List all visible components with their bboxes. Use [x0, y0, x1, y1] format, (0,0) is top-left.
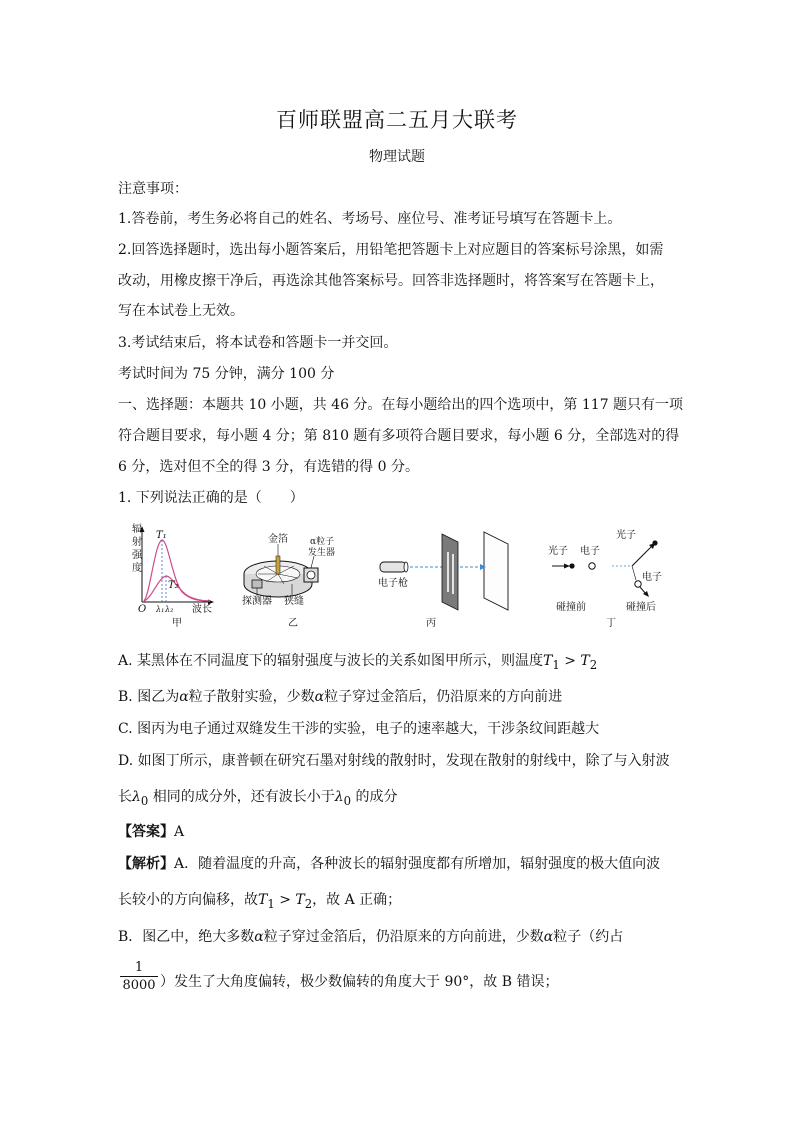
jia-lambda1: λ₁ [156, 605, 165, 614]
option-d-line-2 [118, 786, 398, 808]
fraction-one-8000 [118, 960, 160, 995]
exam-time: 考试时间为 75 分钟，满分 100 分 [118, 366, 335, 382]
option-c: C. 图丙为电子通过双缝发生干涉的实验，电子的速率越大，干涉条纹间距越大 [118, 721, 600, 737]
ding-photon-after: 光子 [616, 530, 636, 541]
jia-ylabel-1: 辐 [132, 524, 142, 535]
figure-yi [242, 532, 335, 629]
option-b-mid: 粒子散射实验，少数 [188, 689, 315, 705]
option-d-lambda-sub: 0 [140, 793, 149, 808]
analysis-b-line-1-post: 粒子（约占 [553, 929, 624, 945]
note-item-1: 1.答卷前，考生务必将自己的姓名、考场号、座位号、准考证号填写在答题卡上。 [118, 211, 622, 227]
answer-label: 【答案】 [118, 824, 174, 840]
note-item-3: 3.考试结束后，将本试卷和答题卡一并交回。 [118, 335, 398, 351]
note-item-2-line-1: 2.回答选择题时，选出每小题答案后，用铅笔把答题卡上对应题目的答案标号涂黑，如需 [118, 242, 664, 258]
option-a-t1-sub: 1 [552, 657, 560, 672]
analysis-line-3 [118, 926, 623, 946]
jia-ylabel-4: 度 [132, 563, 142, 574]
yi-slit-label: 狭缝 [284, 596, 304, 607]
option-d-lambda-2: λ [334, 789, 344, 805]
bing-caption: 丙 [426, 618, 436, 629]
jia-t1: T₁ [156, 530, 167, 541]
analysis-a-line-2-pre: 长较小的方向偏移，故 [118, 892, 258, 908]
ding-caption: 丁 [606, 618, 616, 629]
option-a-gt: > [559, 653, 581, 669]
note-item-2-line-3: 写在本试卷上无效。 [118, 303, 244, 319]
jia-ylabel-3: 强 [132, 550, 142, 561]
jia-ylabel-2: 射 [132, 537, 142, 548]
option-d-post: 的成分 [351, 789, 398, 805]
analysis-a-t1-sub: 1 [267, 896, 275, 911]
option-d-line-1: D. 如图丁所示，康普顿在研究石墨对射线的散射时，发现在散射的射线中，除了与入射波 [118, 753, 670, 769]
yi-alpha-label-2: 发生器 [308, 548, 336, 558]
answer [118, 821, 184, 841]
jia-xlabel: 波长 [192, 604, 212, 615]
option-a-text: A. 某黑体在不同温度下的辐射强度与波长的关系如图甲所示，则温度 [118, 653, 544, 669]
question-1-stem: 1. 下列说法正确的是（ ） [118, 490, 304, 506]
option-b-pre: B. 图乙为 [118, 689, 180, 705]
figure-ding [548, 528, 662, 629]
option-a [118, 650, 597, 672]
option-b [118, 686, 562, 706]
analysis-label: 【解析】 [118, 856, 174, 872]
yi-alpha-label-1: α粒子 [310, 537, 335, 547]
jia-t2: T₂ [168, 580, 179, 591]
page-title: 百师联盟高二五月大联考 [276, 108, 518, 132]
option-a-t2: T [580, 653, 590, 669]
option-d-pre: 长 [118, 789, 132, 805]
option-a-t2-sub: 2 [589, 657, 598, 672]
answer-value: A [174, 824, 185, 840]
analysis-b-line-1-mid: 粒子穿过金箔后，仍沿原来的方向前进，少数 [263, 929, 544, 945]
fraction-numerator: 1 [134, 960, 144, 975]
fraction-denominator: 8000 [122, 978, 156, 993]
yi-foil-label: 金箔 [268, 534, 288, 545]
analysis-b-alpha-2: α [543, 929, 554, 945]
ding-before-label: 碰撞前 [556, 602, 586, 613]
analysis-line-4: ）发生了大角度偏转，极少数偏转的角度大于 90°，故 B 错误； [160, 974, 559, 990]
page-subtitle: 物理试题 [369, 149, 425, 165]
analysis-a-t2-sub: 2 [304, 896, 313, 911]
yi-detector-label: 探测器 [242, 596, 272, 607]
section-1-line-1: 一、选择题：本题共 10 小题，共 46 分。在每小题给出的四个选项中，第 117 题只有一项 [118, 397, 684, 413]
option-d-lambda-2-sub: 0 [343, 793, 352, 808]
jia-origin: O [138, 604, 147, 615]
section-1-line-2: 符合题目要求，每小题 4 分；第 810 题有多项符合题目要求，每小题 6 分，全部选对的得 [118, 428, 680, 444]
analysis-a-t1: T [258, 892, 268, 908]
jia-caption: 甲 [172, 618, 182, 629]
notes-heading: 注意事项： [118, 181, 188, 197]
option-d-mid: 相同的成分外，还有波长小于 [148, 789, 335, 805]
analysis-a-gt: > [274, 892, 296, 908]
yi-caption: 乙 [288, 618, 298, 629]
ding-electron-after: 电子 [642, 572, 662, 583]
question-1-figure [118, 522, 678, 630]
analysis-a-line-1: A．随着温度的升高，各种波长的辐射强度都有所增加，辐射强度的极大值向波 [174, 856, 661, 872]
option-a-t1: T [543, 653, 553, 669]
analysis-a-line-2-post: ，故 A 正确； [312, 892, 402, 908]
analysis-line-2 [118, 889, 401, 911]
figure-bing [378, 532, 508, 629]
analysis-a-t2: T [295, 892, 305, 908]
section-1-line-3: 6 分，选对但不全的得 3 分，有选错的得 0 分。 [118, 459, 419, 475]
option-b-alpha-2: α [314, 689, 325, 705]
bing-gun-label: 电子枪 [378, 578, 408, 589]
analysis-b-alpha: α [254, 929, 264, 945]
ding-after-label: 碰撞后 [626, 602, 656, 613]
jia-lambda2: λ₂ [165, 605, 174, 614]
ding-photon-before: 光子 [548, 546, 568, 557]
analysis-line-1 [118, 853, 660, 873]
option-b-alpha: α [179, 689, 189, 705]
note-item-2-line-2: 改动，用橡皮擦干净后，再选涂其他答案标号。回答非选择题时，将答案写在答题卡上， [118, 273, 664, 289]
figure-jia [132, 522, 214, 629]
ding-electron-before: 电子 [580, 546, 600, 557]
option-d-lambda: λ [132, 789, 141, 805]
analysis-b-line-1-pre: B．图乙中，绝大多数 [118, 929, 255, 945]
option-b-post: 粒子穿过金箔后，仍沿原来的方向前进 [324, 689, 563, 705]
